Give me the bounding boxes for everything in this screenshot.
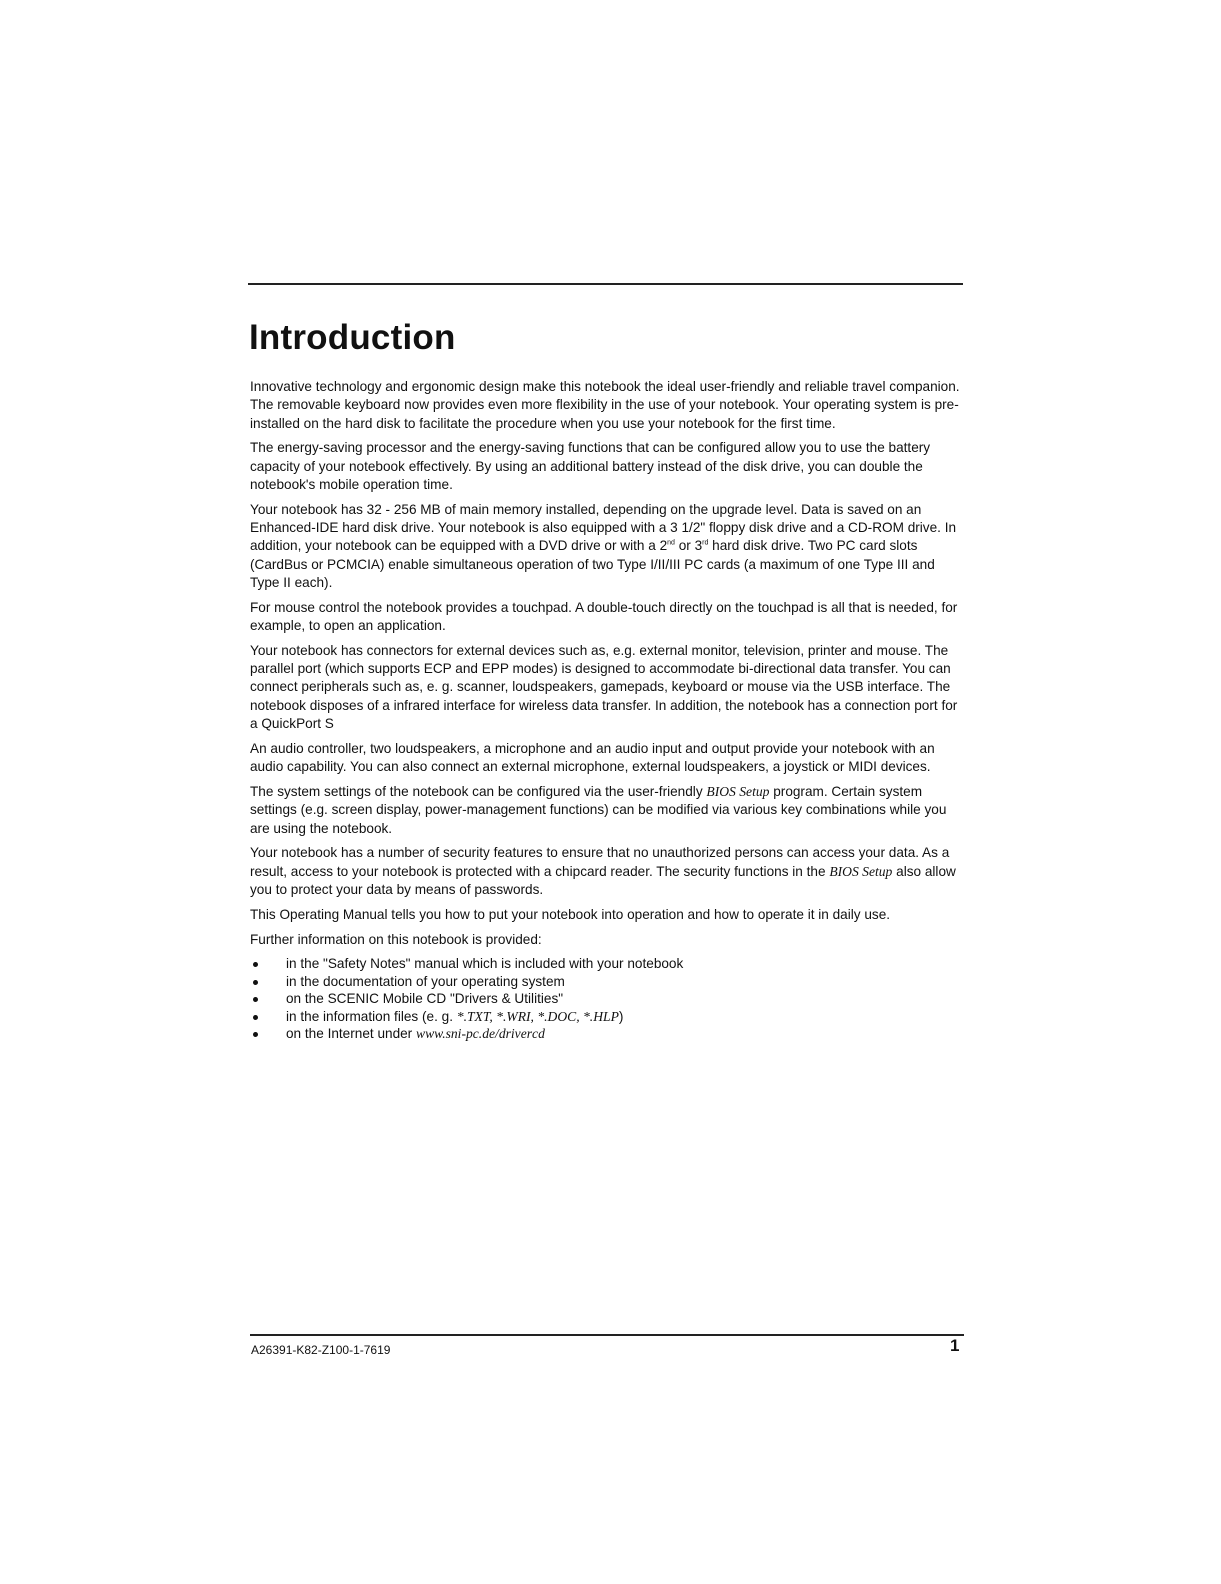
list-item-text: in the "Safety Notes" manual which is included with your notebook [286, 956, 684, 972]
paragraph-connectors: Your notebook has connectors for external devices such as, e.g. external monitor, television, printer and mouse. The parallel port (which supports ECP and EPP modes) is designed to accommodate bi-directional data transfer. You can connect peripherals such as, e. g. scanner, loudspeakers, gamepads, keyboard or mouse via the USB interface. The notebook disposes of a infrared interface for wireless data transfer. In addition, the notebook has a connection port for a QuickPort S [250, 642, 958, 732]
list-item [250, 973, 965, 991]
memory-or: or [674, 538, 695, 554]
memory-3rd-suffix: rd [702, 539, 709, 547]
paragraph-energy: The energy-saving processor and the energy-saving functions that can be configured allow you to use the battery capacity of your notebook effectively. By using an additional battery instead of the disk drive, you can double the notebook's mobile operation time. [250, 440, 931, 492]
paragraph-audio: An audio controller, two loudspeakers, a microphone and an audio input and output provide your notebook with an audio capability. You can also connect an external microphone, external loudspeakers, a joystick or MIDI devices. [250, 740, 935, 775]
info-sources-list [250, 955, 965, 1043]
body-text [250, 378, 965, 1043]
list-item [250, 990, 965, 1008]
list-item [250, 1025, 965, 1043]
paragraph-settings [250, 783, 965, 838]
bullet-icon [253, 962, 258, 967]
security-text-b: also allow you to protect your data by means of passwords. [250, 863, 956, 897]
memory-2nd-suffix: nd [667, 539, 675, 547]
page-number: 1 [950, 1336, 960, 1355]
list-item-text: in the information files (e. g. [286, 1008, 457, 1024]
paragraph-memory [250, 501, 965, 592]
page-title: Introduction [249, 318, 456, 357]
bios-setup-term: BIOS Setup [829, 863, 893, 879]
list-item [250, 955, 965, 973]
paragraph-manual: This Operating Manual tells you how to put your notebook into operation and how to operate it in daily use. [250, 906, 891, 922]
document-code: A26391-K82-Z100-1-7619 [251, 1343, 391, 1357]
list-item-text: on the SCENIC Mobile CD "Drivers & Utilities" [286, 991, 564, 1007]
list-item-text: in the documentation of your operating system [286, 973, 565, 989]
internet-link[interactable]: www.sni-pc.de/driverсd [416, 1026, 545, 1042]
memory-3rd: 3 [694, 538, 703, 554]
settings-text-b: program. Certain system settings (e.g. screen display, power-management functions) can be modified via various key combinations while you are using the notebook. [250, 783, 947, 836]
bullet-icon [253, 1032, 258, 1037]
memory-text-b: hard disk drive. Two PC card slots (CardBus or PCMCIA) enable simultaneous operation of two Type I/II/III PC cards (a maximum of one Type III and Type II each). [250, 538, 935, 590]
bottom-rule [250, 1334, 964, 1336]
paragraph-touchpad: For mouse control the notebook provides a touchpad. A double-touch directly on the touchpad is all that is needed, for example, to open an application. [250, 599, 958, 634]
paragraph-security [250, 844, 965, 899]
list-item-text: on the Internet under [286, 1026, 416, 1042]
memory-text-a: Your notebook has 32 - 256 MB of main memory installed, depending on the upgrade level. Data is saved on an Enhanced-IDE hard disk drive. Your notebook is also equipped with a 3 1/2" floppy disk drive and a CD-ROM drive. In addition, your notebook can be equipped with a DVD drive or with a [250, 501, 957, 554]
file-extensions: *.TXT, *.WRI, *.DOC, *.HLP [456, 1008, 619, 1024]
bios-setup-term: BIOS Setup [706, 783, 770, 799]
top-rule [248, 283, 963, 285]
bullet-icon [253, 980, 258, 985]
security-text-a: Your notebook has a number of security features to ensure that no unauthorized persons can access your data. As a result, access to your notebook is protected with a chipcard reader. The security functions in the [250, 845, 950, 879]
bullet-icon [253, 997, 258, 1002]
paragraph-further-info: Further information on this notebook is provided: [250, 931, 542, 947]
list-item [250, 1008, 965, 1026]
list-item-text-end: ) [618, 1008, 624, 1024]
bullet-icon [253, 1015, 258, 1020]
paragraph-intro: Innovative technology and ergonomic design make this notebook the ideal user-friendly and reliable travel companion. The removable keyboard now provides even more flexibility in the use of your notebook. Your operating system is pre-installed on the hard disk to facilitate the procedure when you use your notebook for the first time. [250, 379, 960, 431]
settings-text-a: The system settings of the notebook can be configured via the user-friendly [250, 783, 707, 799]
memory-2nd: 2 [659, 538, 668, 554]
